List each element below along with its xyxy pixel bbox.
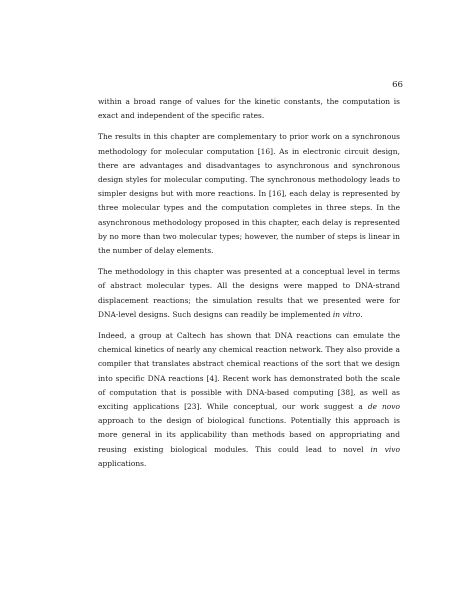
paragraph-3-end: . xyxy=(360,309,363,319)
paragraph-3-text: The methodology in this chapter was presented at a conceptual level in terms of abstract molecular types. All the designs were mapped to DNA-strand displacement reactions; the simulation results that we presented were for DNA-level designs. Such designs can readily be implemented xyxy=(98,267,400,319)
paragraph-4-end: applications. xyxy=(98,458,147,468)
body-text xyxy=(98,95,400,478)
paragraph-1 xyxy=(98,95,400,123)
paragraph-3 xyxy=(98,265,400,322)
paragraph-2-text: The results in this chapter are complementary to prior work on a synchronous methodology for molecular computation [16]. As in electronic circuit design, there are advantages and disadvantages to asynchronous and synchronous design styles for molecular computing. The synchronous methodology leads to simpler designs but with more reactions. In [16], each delay is represented by three molecular types and the computation completes in three steps. In the asynchronous methodology proposed in this chapter, each delay is represented by no more than two molecular types; however, the number of steps is linear in the number of delay elements. xyxy=(98,132,400,256)
paragraph-4 xyxy=(98,329,400,471)
in-vivo-emphasis: in vivo xyxy=(370,444,400,454)
paragraph-4-text: Indeed, a group at Caltech has shown that DNA reactions can emulate the chemical kinetics of nearly any chemical reaction network. They also provide a compiler that translates abstract chemical reactions of the sort that we design into specific DNA reactions [4]. Recent work has demonstrated both the scale of computation that is possible with DNA-based computing [38], as well as exciting applications [23]. While conceptual, our work suggest a xyxy=(98,331,400,412)
paragraph-1-text: within a broad range of values for the kinetic constants, the computation is exact and independent of the specific rates. xyxy=(98,97,400,121)
de-novo-emphasis: de novo xyxy=(367,402,400,412)
page-number: 66 xyxy=(392,80,403,90)
paragraph-2 xyxy=(98,130,400,258)
in-vitro-emphasis: in vitro xyxy=(332,309,361,319)
paragraph-4-middle: approach to the design of biological functions. Potentially this approach is more general in its applicability than methods based on appropriating and reusing existing biological modules. This could lead to novel xyxy=(98,416,400,454)
